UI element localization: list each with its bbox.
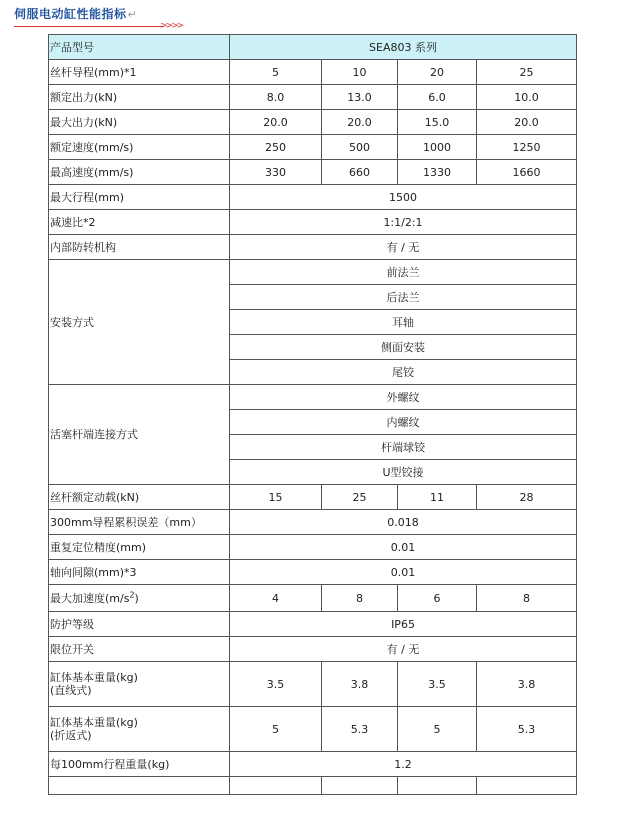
title-underline (14, 21, 183, 31)
empty-cell (398, 777, 477, 795)
cell: 15.0 (398, 110, 477, 135)
accel-label-main: 最大加速度(m/s (50, 591, 130, 605)
cell: 外螺纹 (230, 385, 577, 410)
row-label (49, 707, 230, 752)
empty-cell (230, 777, 322, 795)
cell: 1:1/2:1 (230, 210, 577, 235)
row-label: 最大出力(kN) (49, 110, 230, 135)
cell: 有 / 无 (230, 637, 577, 662)
cell: 25 (477, 60, 577, 85)
cell: 3.5 (230, 662, 322, 707)
cell: 1250 (477, 135, 577, 160)
table-row (49, 585, 577, 612)
row-label: 额定出力(kN) (49, 85, 230, 110)
table-row (49, 662, 577, 707)
table-row (49, 485, 577, 510)
row-label: 丝杆导程(mm)*1 (49, 60, 230, 85)
cell: 10.0 (477, 85, 577, 110)
cell: 内螺纹 (230, 410, 577, 435)
cell: 20.0 (322, 110, 398, 135)
cell: 0.018 (230, 510, 577, 535)
table-row (49, 535, 577, 560)
cell: 20.0 (230, 110, 322, 135)
table-row (49, 185, 577, 210)
cell: 5 (398, 707, 477, 752)
table-row (49, 210, 577, 235)
cell: 8 (322, 585, 398, 612)
table-row (49, 560, 577, 585)
cell: 杆端球铰 (230, 435, 577, 460)
cell: U型铰接 (230, 460, 577, 485)
row-label: 内部防转机构 (49, 235, 230, 260)
cell: 1660 (477, 160, 577, 185)
table-row (49, 235, 577, 260)
row-label: 重复定位精度(mm) (49, 535, 230, 560)
cell: 侧面安装 (230, 335, 577, 360)
table-row (49, 385, 577, 410)
cell: 6 (398, 585, 477, 612)
empty-cell (49, 777, 230, 795)
empty-cell (477, 777, 577, 795)
row-label: 减速比*2 (49, 210, 230, 235)
table-row (49, 260, 577, 285)
row-label: 轴向间隙(mm)*3 (49, 560, 230, 585)
section-title (14, 5, 137, 22)
row-label: 每100mm行程重量(kg) (49, 752, 230, 777)
header-series: SEA803 系列 (230, 35, 577, 60)
cell: 8.0 (230, 85, 322, 110)
cell: 1500 (230, 185, 577, 210)
cell: 5.3 (477, 707, 577, 752)
cell: 15 (230, 485, 322, 510)
cell: 1330 (398, 160, 477, 185)
table-row (49, 510, 577, 535)
cell: 3.5 (398, 662, 477, 707)
table-row (49, 85, 577, 110)
cell: IP65 (230, 612, 577, 637)
empty-cell (322, 777, 398, 795)
weight-folded-label-2: (折返式) (50, 729, 92, 742)
cell: 500 (322, 135, 398, 160)
cell: 8 (477, 585, 577, 612)
cell: 6.0 (398, 85, 477, 110)
cell: 660 (322, 160, 398, 185)
spec-table (48, 34, 577, 795)
return-mark-icon: ↵ (127, 8, 138, 21)
cell: 5 (230, 60, 322, 85)
table-row (49, 612, 577, 637)
weight-folded-label-1: 缸体基本重量(kg) (50, 716, 138, 729)
cell: 前法兰 (230, 260, 577, 285)
weight-inline-label-1: 缸体基本重量(kg) (50, 671, 138, 684)
table-header-row (49, 35, 577, 60)
row-label: 丝杆额定动载(kN) (49, 485, 230, 510)
row-label: 额定速度(mm/s) (49, 135, 230, 160)
row-label: 活塞杆端连接方式 (49, 385, 230, 485)
cell: 20.0 (477, 110, 577, 135)
cell: 0.01 (230, 560, 577, 585)
cell: 后法兰 (230, 285, 577, 310)
table-row (49, 752, 577, 777)
cell: 13.0 (322, 85, 398, 110)
header-label: 产品型号 (49, 35, 230, 60)
table-row (49, 637, 577, 662)
cell: 11 (398, 485, 477, 510)
cell: 耳轴 (230, 310, 577, 335)
row-label (49, 662, 230, 707)
table-row (49, 707, 577, 752)
cell: 1.2 (230, 752, 577, 777)
cell: 有 / 无 (230, 235, 577, 260)
cell: 250 (230, 135, 322, 160)
table-row (49, 135, 577, 160)
cell: 4 (230, 585, 322, 612)
weight-inline-label-2: (直线式) (50, 684, 92, 697)
row-label: 安装方式 (49, 260, 230, 385)
cell: 5 (230, 707, 322, 752)
row-label (49, 585, 230, 612)
row-label: 最高速度(mm/s) (49, 160, 230, 185)
table-row (49, 160, 577, 185)
cell: 20 (398, 60, 477, 85)
row-label: 限位开关 (49, 637, 230, 662)
cell: 3.8 (477, 662, 577, 707)
table-row (49, 60, 577, 85)
underline-rule (14, 26, 164, 27)
cell: 25 (322, 485, 398, 510)
cell: 尾铰 (230, 360, 577, 385)
table-row (49, 110, 577, 135)
cell: 1000 (398, 135, 477, 160)
cell: 10 (322, 60, 398, 85)
row-label: 防护等级 (49, 612, 230, 637)
table-row-empty (49, 777, 577, 795)
row-label: 300mm导程累积误差（mm） (49, 510, 230, 535)
cell: 28 (477, 485, 577, 510)
chevron-arrows-icon: >>>> (160, 21, 183, 31)
row-label: 最大行程(mm) (49, 185, 230, 210)
accel-label-sup: 2 (129, 589, 135, 599)
cell: 5.3 (322, 707, 398, 752)
cell: 3.8 (322, 662, 398, 707)
cell: 0.01 (230, 535, 577, 560)
cell: 330 (230, 160, 322, 185)
accel-label-end: ) (134, 591, 139, 605)
section-title-text: 伺服电动缸性能指标 (14, 7, 127, 21)
